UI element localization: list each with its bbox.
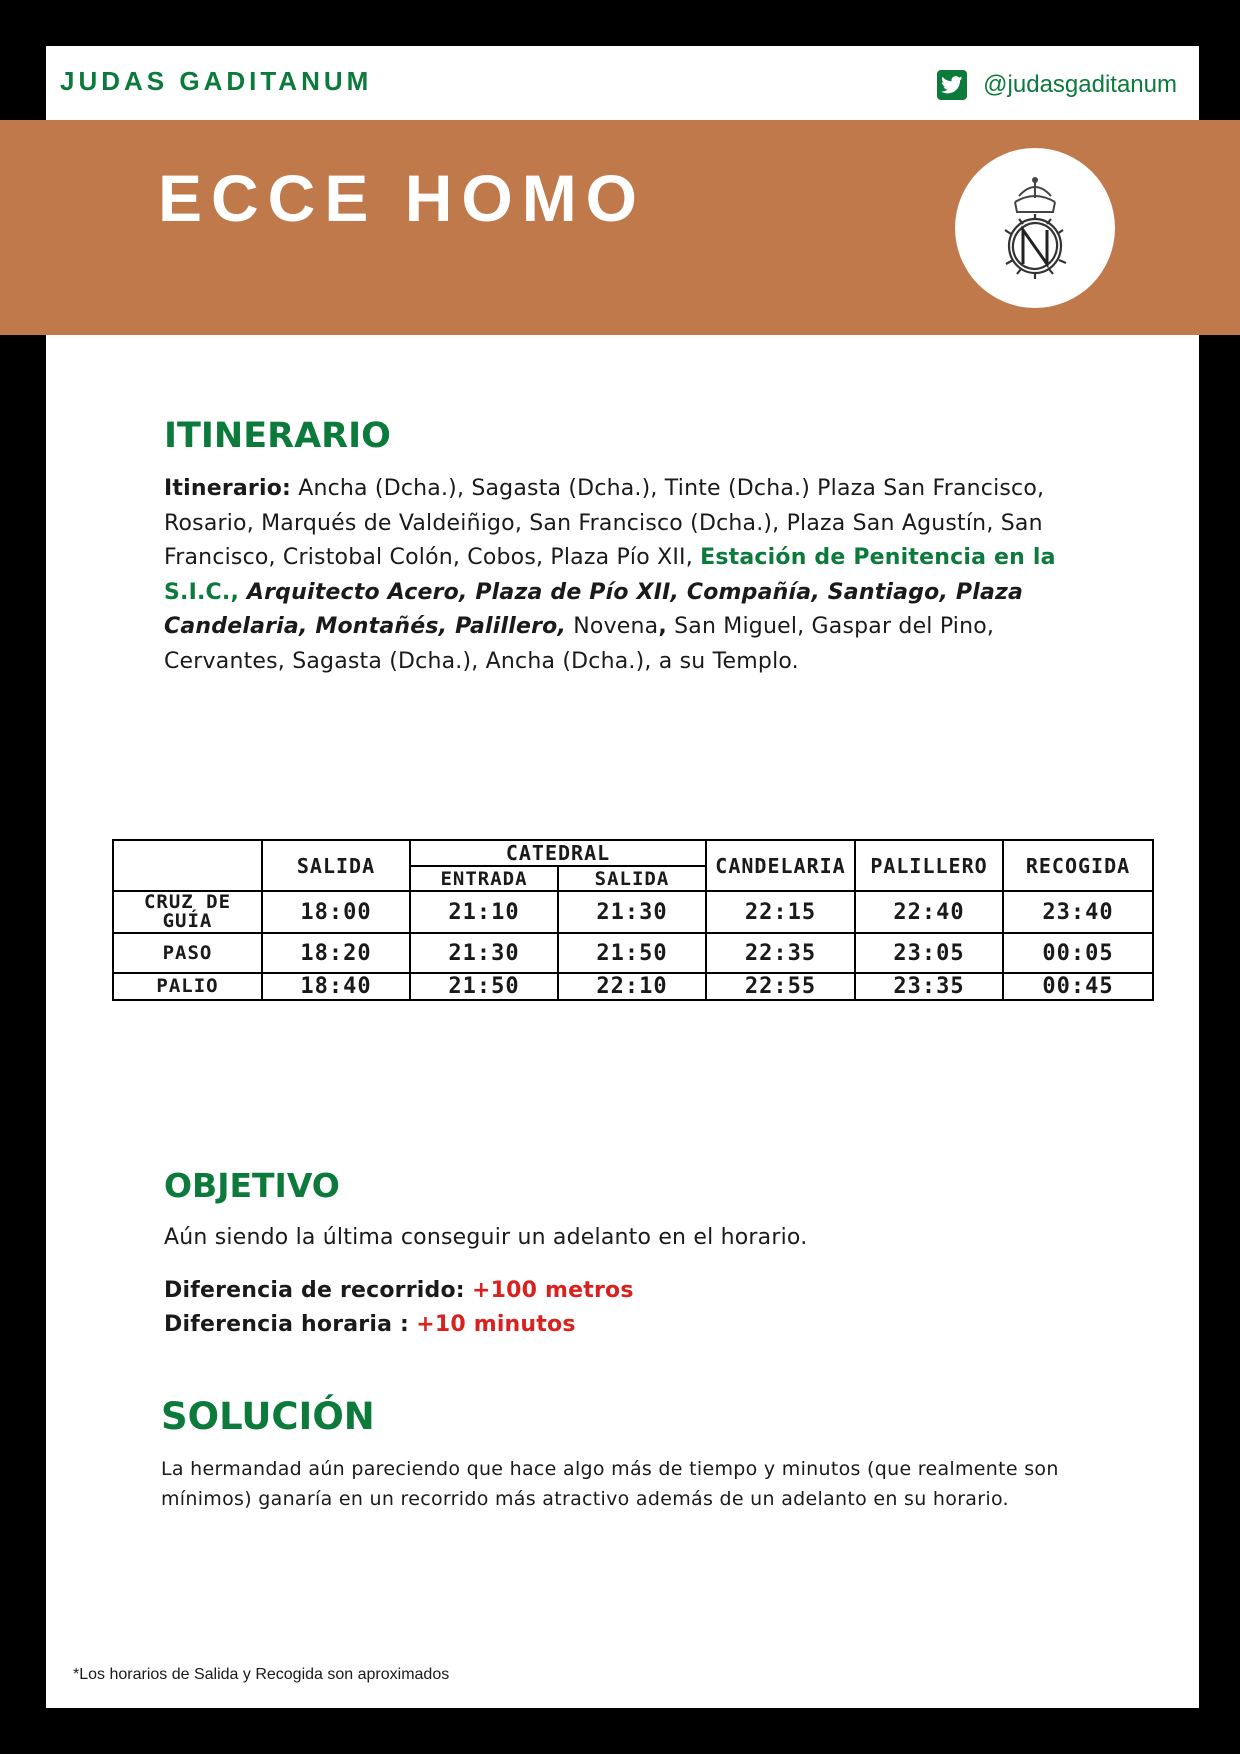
twitter-bird-icon: [937, 70, 967, 100]
row-label: PASO: [113, 933, 262, 973]
route-comma: ,: [658, 614, 667, 639]
itinerario-section: [164, 416, 1064, 679]
time-cell: 23:35: [855, 973, 1003, 1000]
row-label: CRUZ DE GUÍA: [113, 891, 262, 933]
time-cell: 21:50: [410, 973, 558, 1000]
itinerario-heading: ITINERARIO: [164, 416, 391, 456]
schedule-table: [112, 839, 1154, 1001]
time-cell: 21:10: [410, 891, 558, 933]
table-row: [113, 973, 1153, 1000]
time-cell: 23:40: [1003, 891, 1153, 933]
top-bar: [46, 46, 1199, 120]
table-row: [113, 933, 1153, 973]
table-corner: [113, 840, 262, 891]
time-cell: 21:30: [410, 933, 558, 973]
footnote: *Los horarios de Salida y Recogida son aproximados: [73, 1666, 450, 1683]
time-cell: 22:55: [706, 973, 855, 1000]
time-cell: 18:40: [262, 973, 410, 1000]
time-cell: 21:30: [558, 891, 706, 933]
time-cell: 00:45: [1003, 973, 1153, 1000]
objetivo-heading: OBJETIVO: [164, 1166, 340, 1205]
crest-emblem: [955, 148, 1115, 308]
banner-title: ECCE HOMO: [158, 161, 647, 235]
header-recogida: RECOGIDA: [1003, 840, 1153, 891]
time-cell: 00:05: [1003, 933, 1153, 973]
route-highlighted-streets: Arquitecto Acero, Plaza de Pío XII, Compañía, Santiago, Plaza Candelaria, Montañés, Palillero,: [164, 579, 1024, 639]
itinerario-text: [164, 472, 1064, 679]
objetivo-section: [164, 1166, 1064, 1343]
solucion-heading: SOLUCIÓN: [161, 1395, 375, 1438]
header-catedral-entrada: ENTRADA: [410, 866, 558, 891]
route-part-1: Ancha (Dcha.), Sagasta (Dcha.), Tinte (Dcha.) Plaza San Francisco, Rosario, Marqués de Valdeiñigo, San Francisco (Dcha.), Plaza San Agustín, San Francisco, Cristobal Colón, Cobos, Plaza Pío XII,: [164, 476, 1045, 570]
brand-name: JUDAS GADITANUM: [60, 66, 373, 96]
time-cell: 18:20: [262, 933, 410, 973]
objetivo-differences: [164, 1274, 1064, 1343]
time-diff-label: Diferencia horaria :: [164, 1312, 409, 1337]
time-cell: 22:10: [558, 973, 706, 1000]
time-cell: 21:50: [558, 933, 706, 973]
twitter-link[interactable]: [937, 70, 1177, 100]
time-diff-value: +10 minutos: [416, 1312, 576, 1337]
route-part-3: San Miguel, Gaspar del Pino, Cervantes, Sagasta (Dcha.), Ancha (Dcha.), a su Templo.: [164, 614, 995, 674]
itinerario-label: Itinerario:: [164, 476, 292, 501]
solucion-section: [161, 1395, 1071, 1514]
header-palillero: PALILLERO: [855, 840, 1003, 891]
solucion-text: La hermandad aún pareciendo que hace algo más de tiempo y minutos (que realmente son mínimos) ganaría en un recorrido más atractivo además de un adelanto en su horario.: [161, 1458, 1059, 1510]
header-salida: SALIDA: [262, 840, 410, 891]
header-catedral-salida: SALIDA: [558, 866, 706, 891]
time-cell: 22:40: [855, 891, 1003, 933]
crowned-crown-of-thorns-crest-icon: [995, 176, 1075, 280]
header-candelaria: CANDELARIA: [706, 840, 855, 891]
distance-diff-label: Diferencia de recorrido:: [164, 1277, 465, 1303]
time-cell: 22:35: [706, 933, 855, 973]
objetivo-text: Aún siendo la última conseguir un adelanto en el horario.: [164, 1225, 808, 1250]
title-banner: [0, 120, 1240, 335]
cathedral-station: Estación de Penitencia en la S.I.C.,: [164, 545, 1056, 605]
time-cell: 18:00: [262, 891, 410, 933]
time-cell: 22:15: [706, 891, 855, 933]
time-cell: 23:05: [855, 933, 1003, 973]
distance-diff-value: +100 metros: [471, 1277, 634, 1303]
route-part-2: Novena: [566, 614, 659, 639]
row-label: PALIO: [113, 973, 262, 1000]
twitter-handle: @judasgaditanum: [983, 71, 1177, 98]
header-catedral: CATEDRAL: [410, 840, 706, 866]
table-row: [113, 891, 1153, 933]
